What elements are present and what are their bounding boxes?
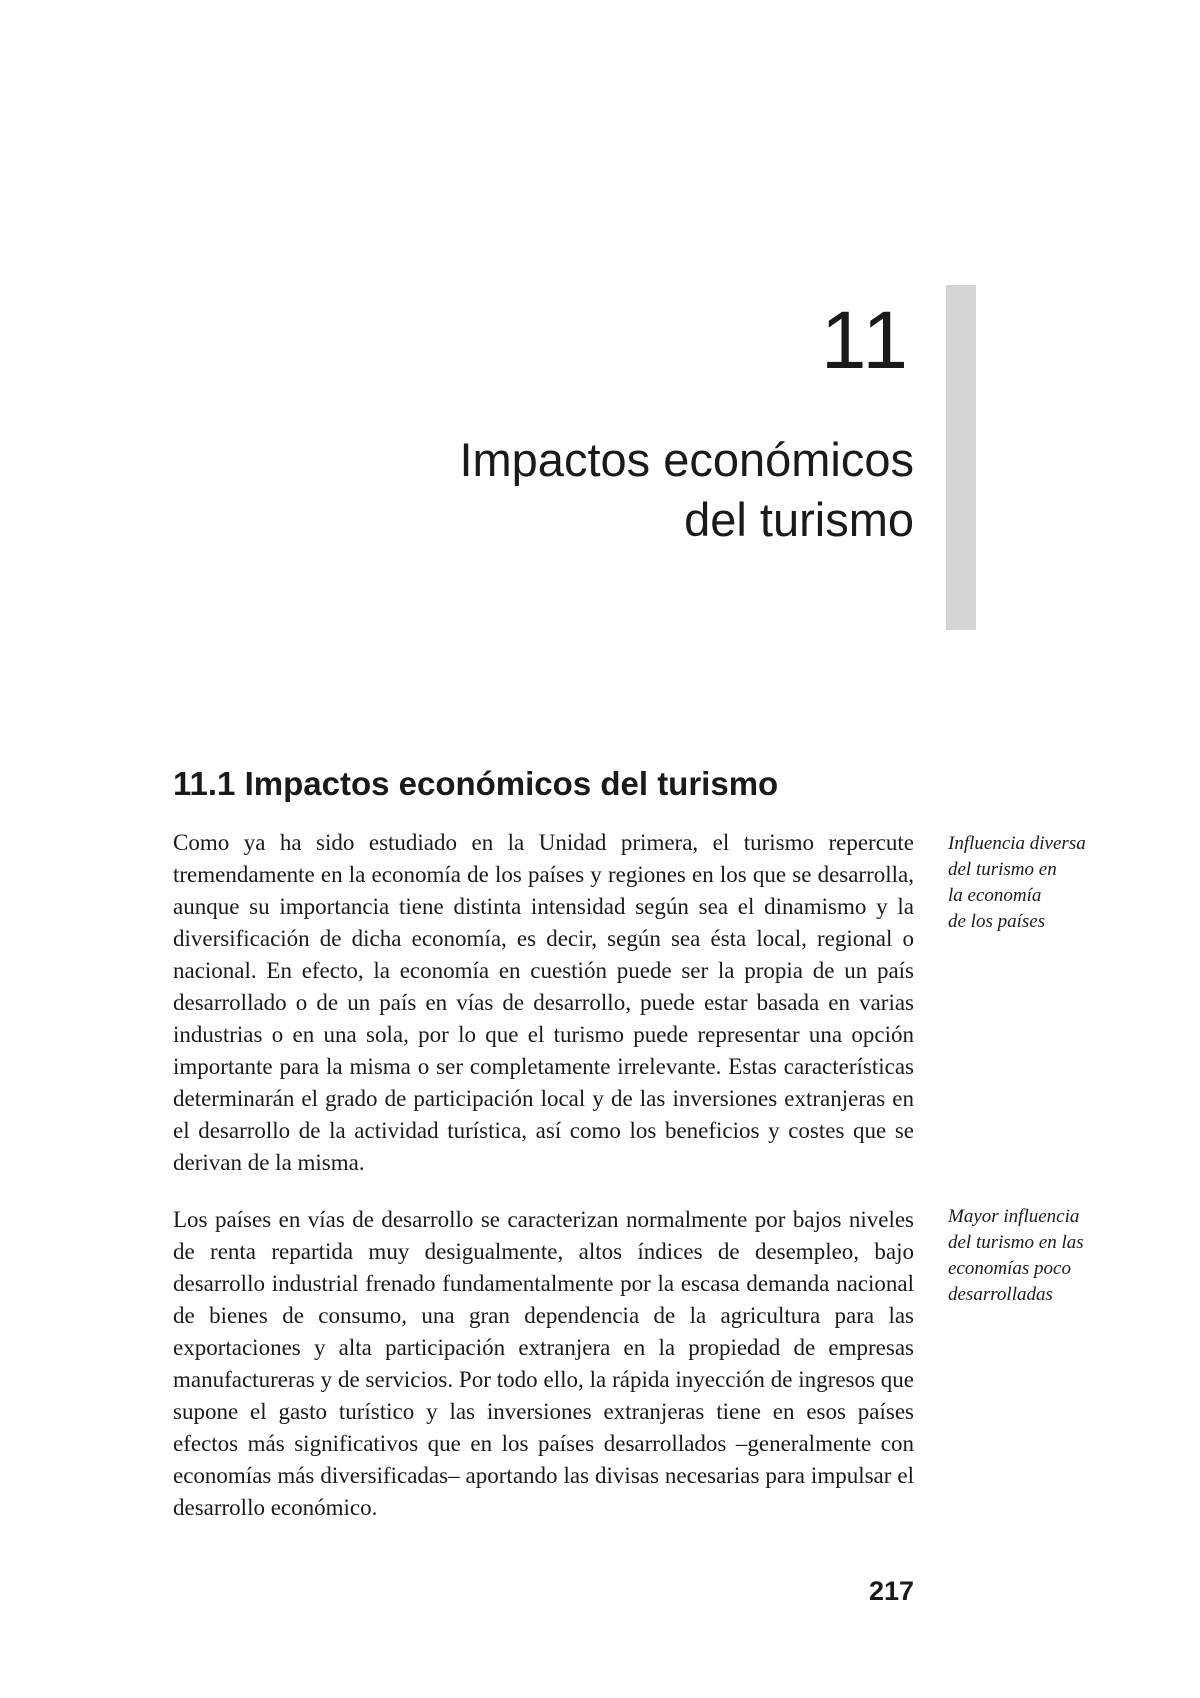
margin-note-line: desarrolladas <box>948 1284 1053 1305</box>
margin-note-line: de los países <box>948 911 1046 932</box>
chapter-title-line-2: del turismo <box>684 493 914 546</box>
margin-note-line: del turismo en las <box>948 1232 1084 1253</box>
chapter-marker-bar <box>946 285 976 630</box>
body-paragraph-2: Los países en vías de desarrollo se caracterizan normalmente por bajos niveles de renta repartida muy desigualmente, altos índices de desempleo, bajo desarrollo industrial frenado fundamentalmente por la escasa demanda nacional de bienes de consumo, una gran dependencia de la agricultura para las exportaciones y alta participación extranjera en la propiedad de empresas manufactureras y de servicios. Por todo ello, la rápida inyección de ingresos que supone el gasto turístico y las inversiones extranjeras tiene en esos países efectos más significativos que en los países desarrollados –generalmente con economías más diversificadas– aportando las divisas necesarias para impulsar el desarrollo económico. <box>173 1207 914 1520</box>
margin-note-line: la economía <box>948 885 1042 906</box>
margin-note-line: Mayor influencia <box>948 1206 1080 1227</box>
chapter-title <box>214 430 914 550</box>
margin-note-line: del turismo en <box>948 859 1057 880</box>
margin-note-1 <box>948 831 1128 935</box>
chapter-title-line-1: Impactos económicos <box>459 433 914 486</box>
chapter-number: 11 <box>820 295 910 386</box>
body-paragraph-1: Como ya ha sido estudiado en la Unidad primera, el turismo repercute tremendamente en la economía de los países y regiones en los que se desarrolla, aunque su importancia tiene distinta intensidad según sea el dinamismo y la diversificación de dicha economía, es decir, según sea ésta local, regional o nacional. En efecto, la economía en cuestión puede ser la propia de un país desarrollado o de un país en vías de desarrollo, puede estar basada en varias industrias o en una sola, por lo que el turismo puede representar una opción importante para la misma o ser completamente irrelevante. Estas características determinarán el grado de participación local y de las inversiones extranjeras en el desarrollo de la actividad turística, así como los beneficios y costes que se derivan de la misma. <box>173 830 914 1175</box>
margin-note-2 <box>948 1204 1128 1308</box>
margin-note-line: Influencia diversa <box>948 833 1086 854</box>
margin-note-line: economías poco <box>948 1258 1071 1279</box>
page-number: 217 <box>868 1576 914 1606</box>
section-heading: 11.1 Impactos económicos del turismo <box>173 765 779 802</box>
